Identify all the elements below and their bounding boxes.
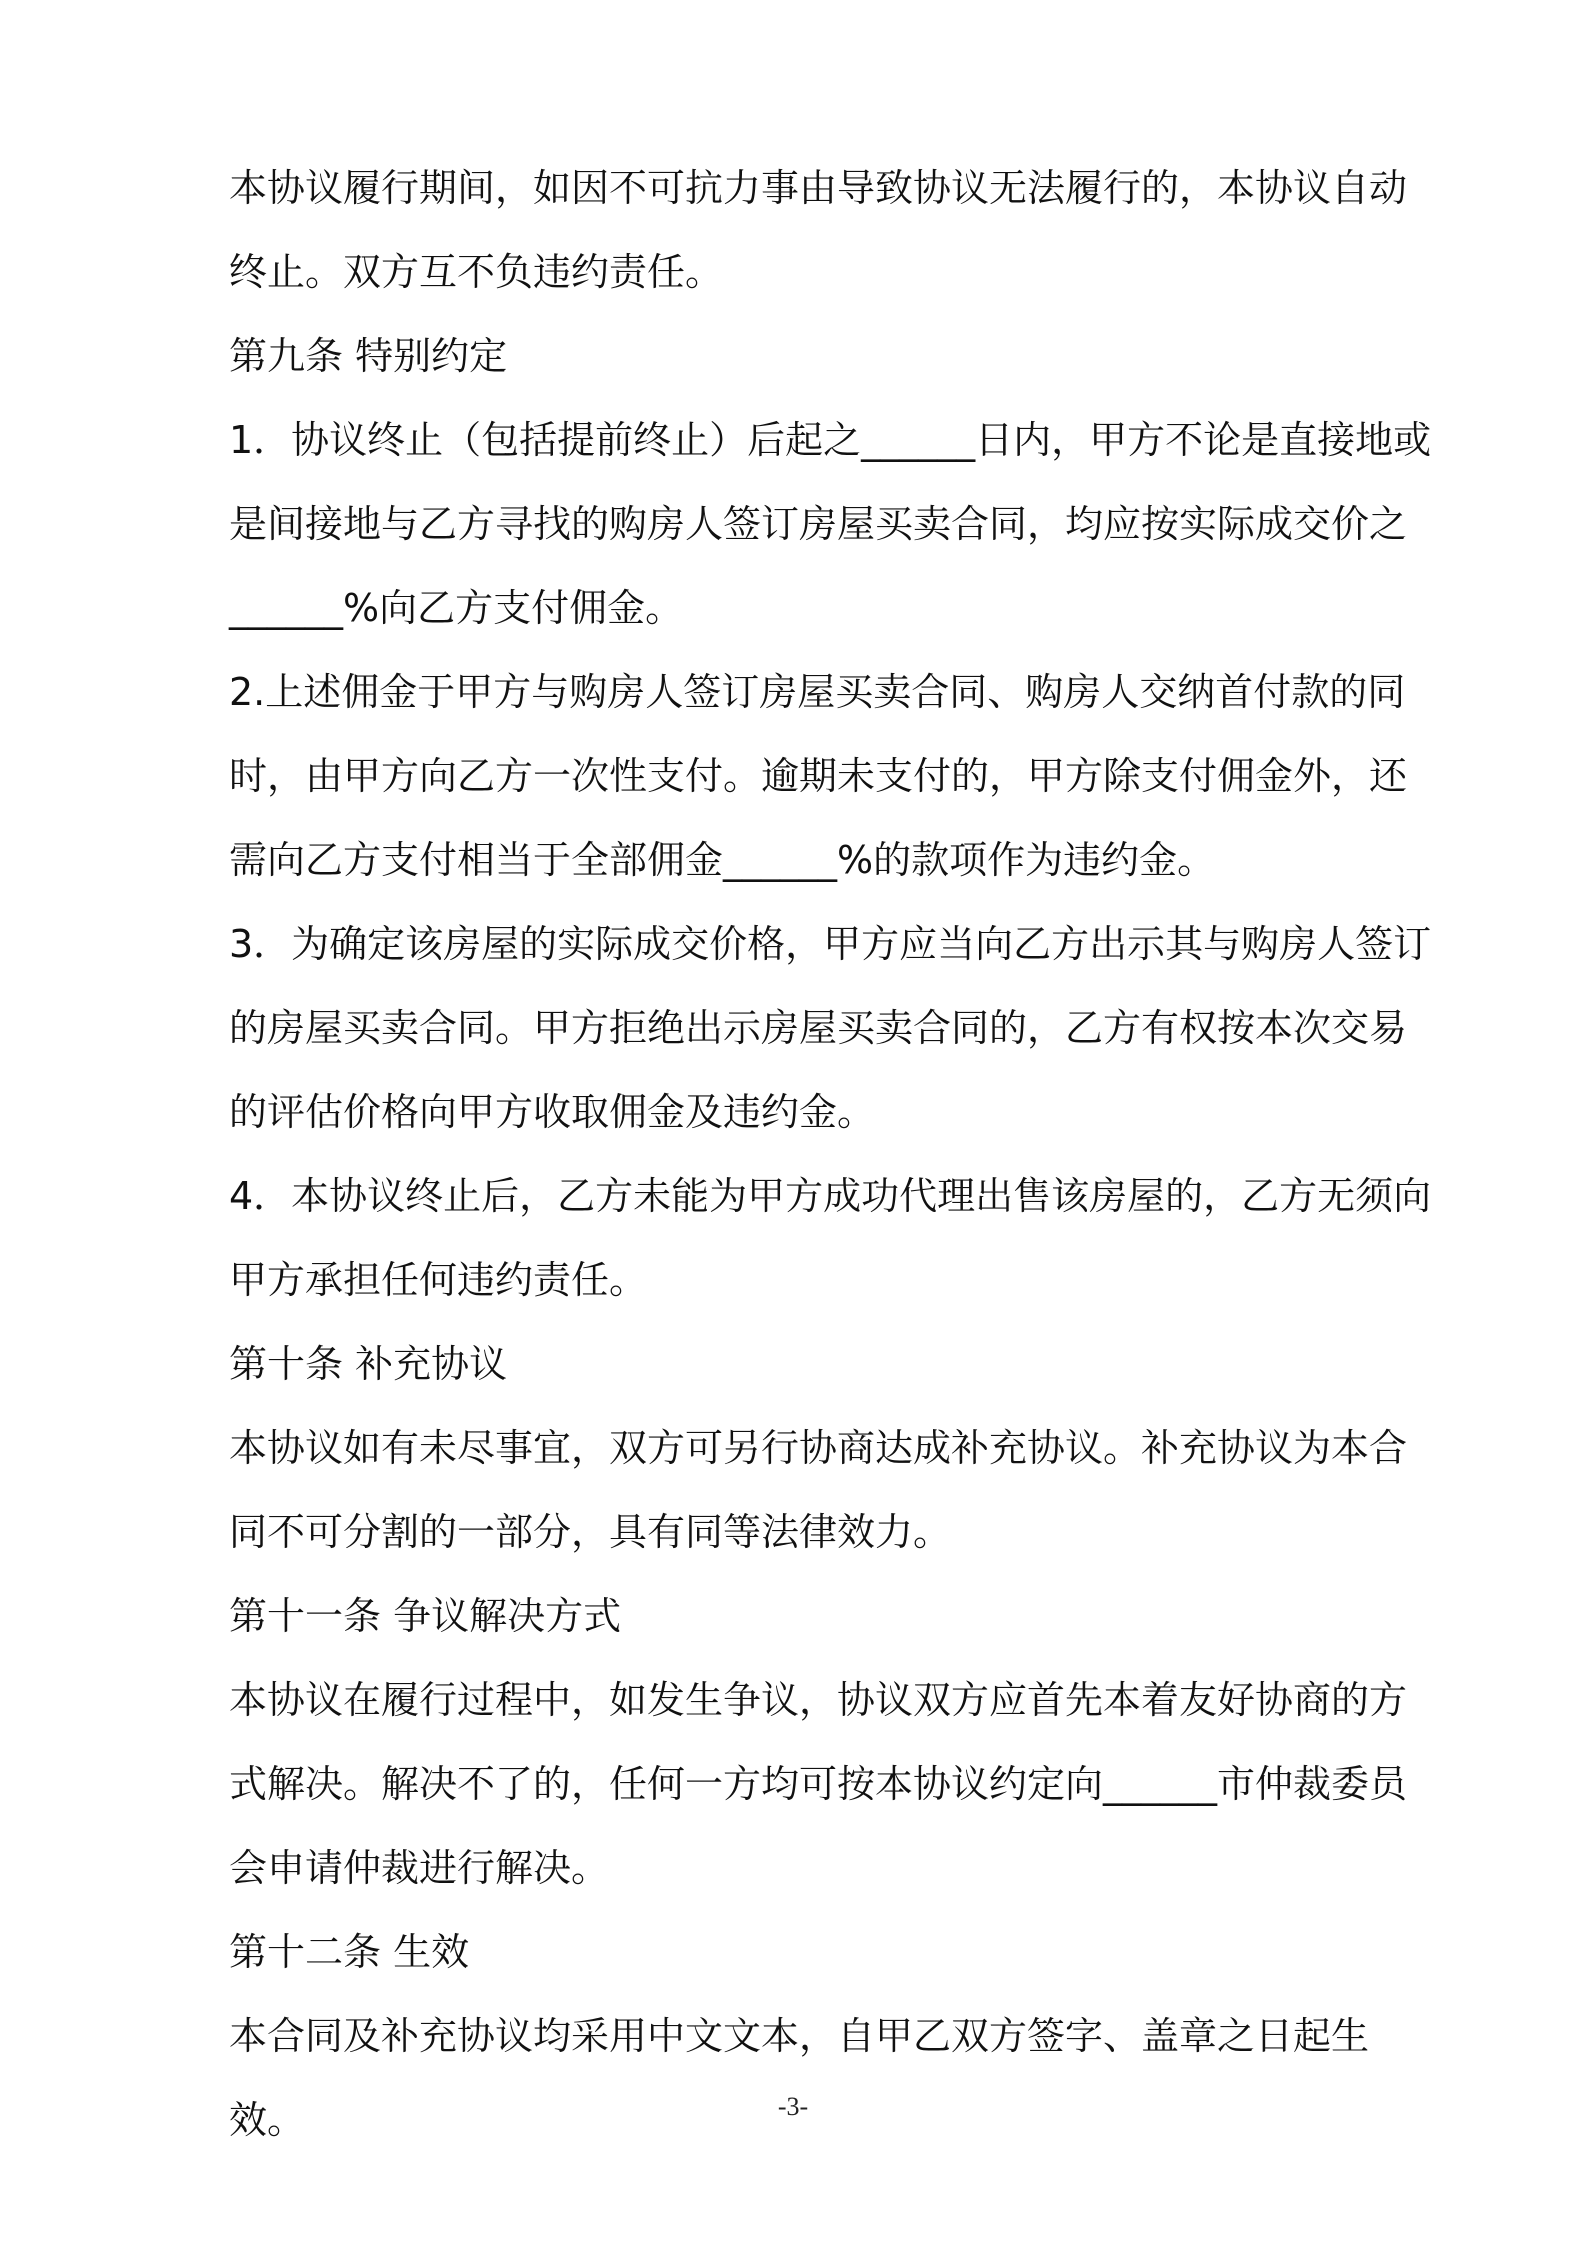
paragraph-dispute: 本协议在履行过程中，如发生争议，协议双方应首先本着友好协商的方式解决。解决不了的，任何一方均可按本协议约定向______市仲裁委员会申请仲裁进行解决。 (229, 1678, 1408, 1890)
paragraph-effective: 本合同及补充协议均采用中文文本，自甲乙双方签字、盖章之日起生效。 (229, 2014, 1370, 2142)
heading-article-11: 第十一条 争议解决方式 (229, 1594, 622, 1638)
document-body (229, 146, 1439, 2162)
heading-article-12: 第十二条 生效 (229, 1930, 470, 1974)
paragraph-force-majeure: 本协议履行期间，如因不可抗力事由导致协议无法履行的，本协议自动终止。双方互不负违约责任。 (229, 166, 1408, 294)
clause-9-1: 1．协议终止（包括提前终止）后起之______日内，甲方不论是直接地或是间接地与乙方寻找的购房人签订房屋买卖合同，均应按实际成交价之______%向乙方支付佣金。 (229, 418, 1432, 630)
clause-9-2: 2.上述佣金于甲方与购房人签订房屋买卖合同、购房人交纳首付款的同时，由甲方向乙方一次性支付。逾期未支付的，甲方除支付佣金外，还需向乙方支付相当于全部佣金______%的款项作为违约金。 (229, 670, 1408, 882)
heading-article-10: 第十条 补充协议 (229, 1342, 508, 1386)
page-number: -3- (777, 2092, 809, 2121)
paragraph-supplementary: 本协议如有未尽事宜，双方可另行协商达成补充协议。补充协议为本合同不可分割的一部分，具有同等法律效力。 (229, 1426, 1408, 1554)
clause-9-3: 3．为确定该房屋的实际成交价格，甲方应当向乙方出示其与购房人签订的房屋买卖合同。甲方拒绝出示房屋买卖合同的，乙方有权按本次交易的评估价格向甲方收取佣金及违约金。 (229, 922, 1432, 1134)
heading-article-9: 第九条 特别约定 (229, 334, 508, 378)
clause-9-4: 4．本协议终止后，乙方未能为甲方成功代理出售该房屋的，乙方无须向甲方承担任何违约责任。 (229, 1174, 1432, 1302)
